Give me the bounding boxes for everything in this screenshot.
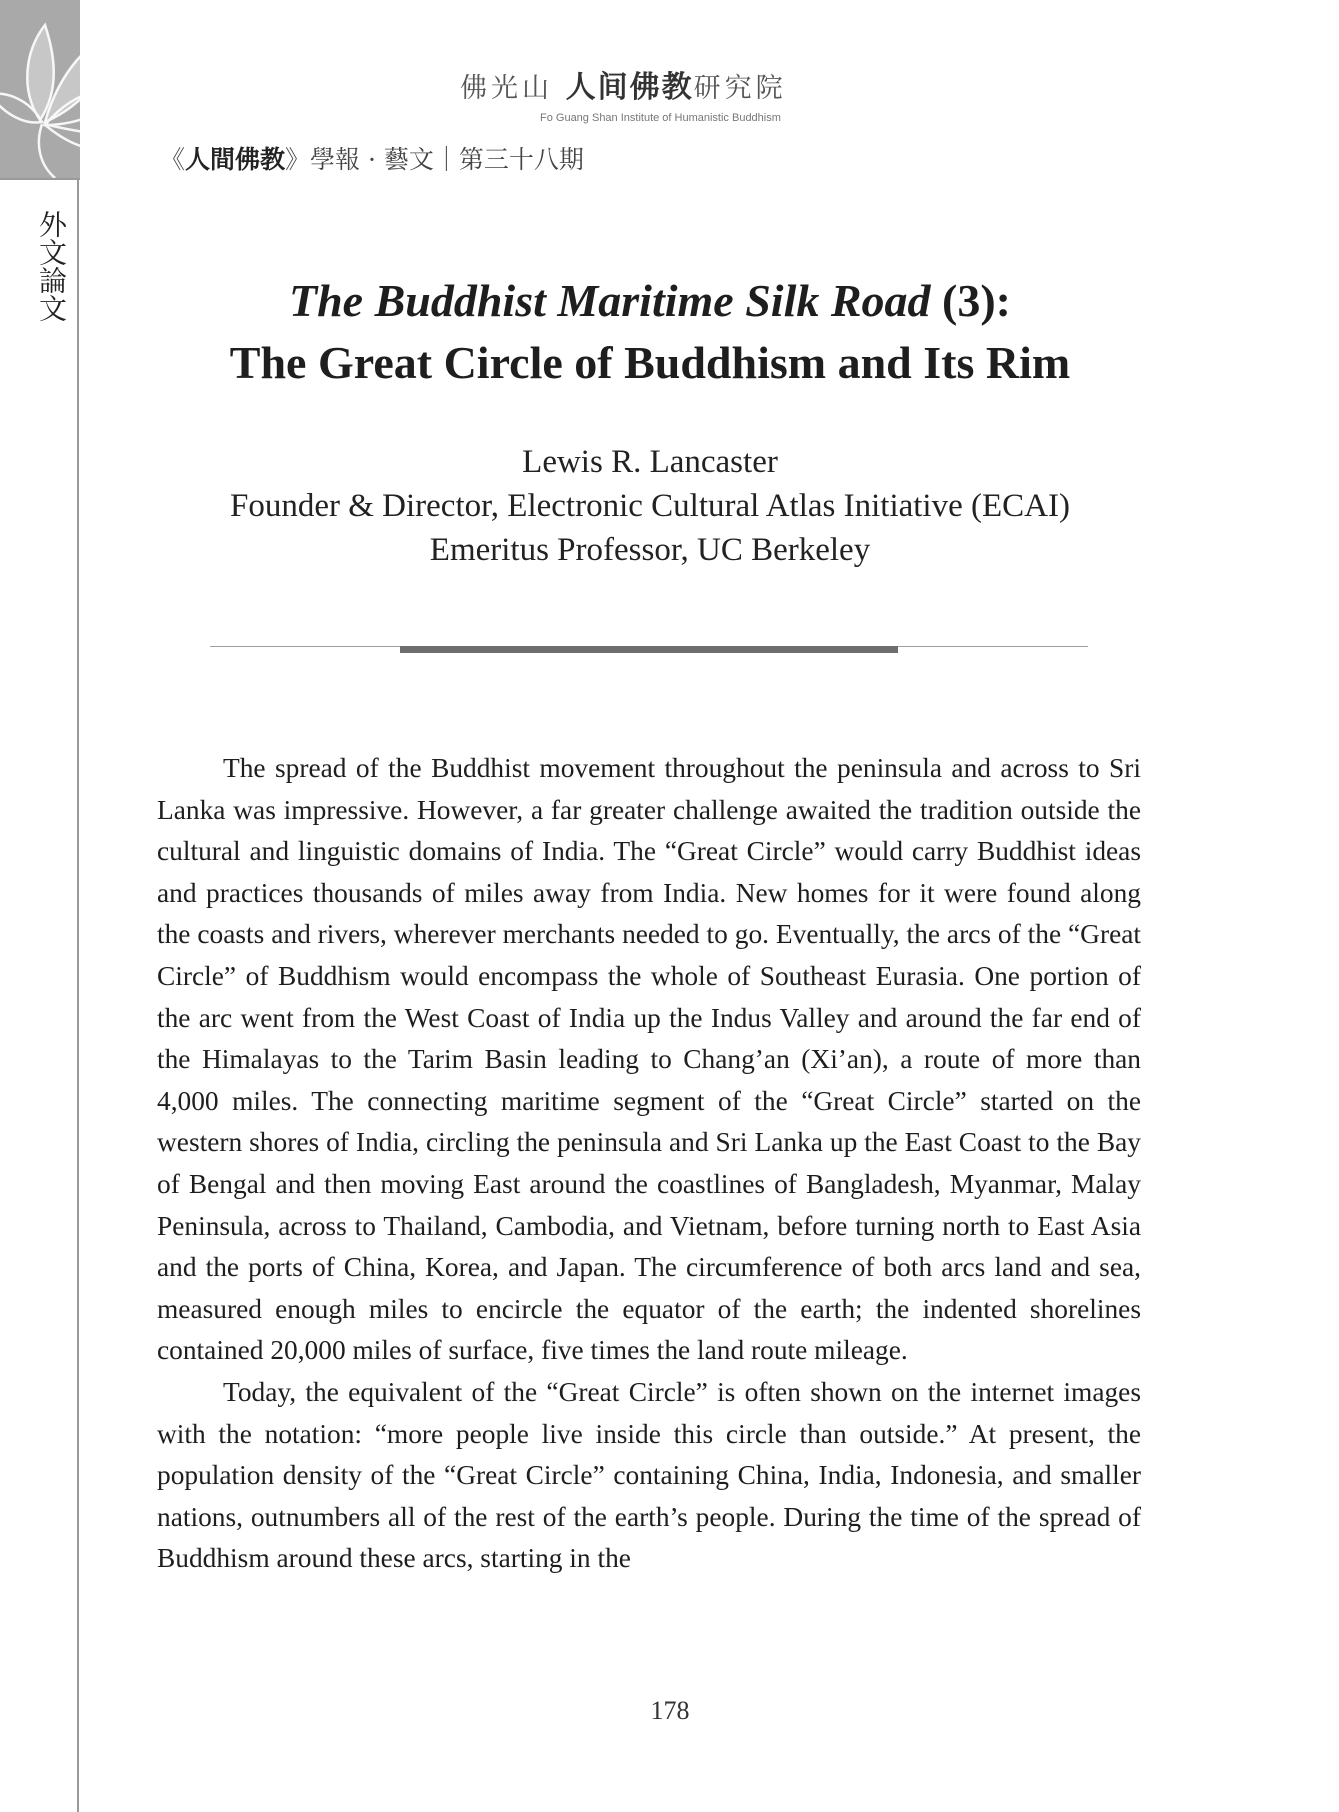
institute-suffix: 研究院 — [693, 73, 787, 104]
journal-name: 人間佛教 — [185, 145, 286, 174]
author-name: Lewis R. Lancaster — [522, 444, 778, 480]
institute-prefix: 佛光山 — [460, 73, 553, 104]
title-line-1 — [150, 270, 1150, 332]
header-rule — [0, 178, 80, 180]
journal-heading — [160, 140, 760, 176]
institute-name: 人间佛教 — [565, 70, 694, 105]
margin-rule — [77, 178, 79, 1812]
journal-open-bracket: 《 — [160, 145, 186, 174]
page-number: 178 — [650, 1696, 690, 1725]
title-divider-thick — [400, 646, 898, 653]
body-paragraph-2: Today, the equivalent of the “Great Circle” is often shown on the internet images with the notation: “more people live inside this circle than outside.” At present, the population density of the “Great Circle” containing China, India, Indonesia, and smaller nations, outnumbers all of the rest of the earth’s people. During the time of the spread of Buddhism around these arcs, starting in the — [157, 1376, 1141, 1574]
article-title — [150, 270, 1150, 394]
title-number: (3): — [930, 275, 1012, 326]
article-body — [157, 748, 1141, 1580]
title-line-2: The Great Circle of Buddhism and Its Rim — [229, 337, 1071, 388]
body-paragraph-1: The spread of the Buddhist movement throughout the peninsula and across to Sri Lanka was impressive. However, a far greater challenge awaited the tradition outside the cultural and linguistic domains of India. The “Great Circle” would carry Buddhist ideas and practices thousands of miles away from India. New homes for it were found along the coasts and rivers, wherever merchants needed to go. Eventually, the arcs of the “Great Circle” of Buddhism would encompass the whole of Southeast Eurasia. One portion of the arc went from the West Coast of India up the Indus Valley and around the far end of the Himalayas to the Tarim Basin leading to Chang’an (Xi’an), a route of more than 4,000 miles. The connecting maritime segment of the “Great Circle” started on the western shores of India, circling the peninsula and Sri Lanka up the East Coast to the Bay of Bengal and then moving East around the coastlines of Bangladesh, Myanmar, Malay Peninsula, across to Thailand, Cambodia, and Vietnam, before turning north to East Asia and the ports of China, Korea, and Japan. The circumference of both arcs land and sea, measured enough miles to encircle the equator of the earth; the indented shorelines contained 20,000 miles of surface, five times the land route mileage. — [157, 753, 1141, 1366]
institute-english-name: Fo Guang Shan Institute of Humanistic Buddhism — [540, 112, 781, 124]
author-block — [150, 440, 1150, 572]
section-side-label: 外文論文 — [35, 210, 68, 322]
journal-issue: 》學報 · 藝文｜第三十八期 — [285, 145, 584, 174]
author-affiliation-2: Emeritus Professor, UC Berkeley — [429, 532, 871, 568]
author-affiliation-1: Founder & Director, Electronic Cultural Atlas Initiative (ECAI) — [230, 488, 1070, 524]
title-italic-part: The Buddhist Maritime Silk Road — [288, 275, 931, 326]
lotus-flower-icon — [0, 0, 175, 180]
corner-ornament — [0, 0, 80, 180]
institute-heading — [460, 62, 910, 106]
